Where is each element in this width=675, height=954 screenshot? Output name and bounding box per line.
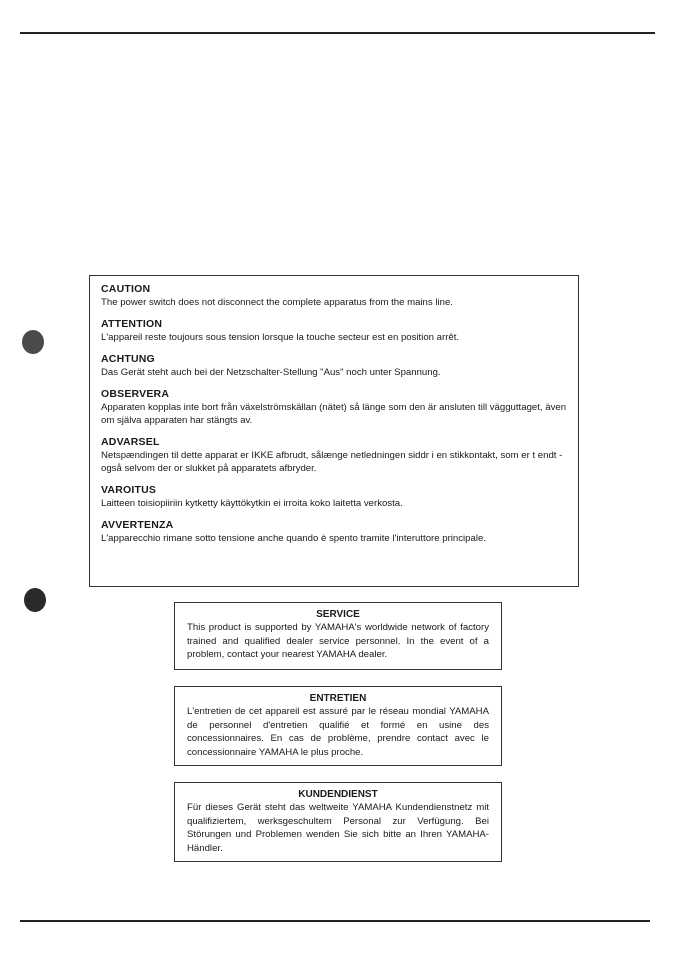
entretien-text: L'entretien de cet appareil est assuré par le réseau mondial YAMAHA de personnel d'entretien qualifié et formé en usine des concessionnaires. En cas de problème, prendre contact avec le concessionnaire YAMAHA le plus proche. [187,706,489,758]
warning-text: The power switch does not disconnect the complete apparatus from the mains line. [101,297,453,308]
power-switch-warning-box [89,275,579,587]
warning-heading: AVVERTENZA [101,519,174,531]
warning-text: Netspændingen til dette apparat er IKKE afbrudt, sålænge netledningen siddr i en stikkontakt, som er t endt - også selvom der or slukket på apparatets afbryder. [101,450,563,474]
service-box [174,602,502,670]
warning-sv [101,388,568,427]
warning-heading: ATTENTION [101,318,163,330]
binder-hole-mark [24,588,46,612]
warning-text: L'apparecchio rimane sotto tensione anche quando è spento tramite l'interuttore principale. [101,533,486,544]
service-text: This product is supported by YAMAHA's worldwide network of factory trained and qualified dealer service personnel. In the event of a problem, contact your nearest YAMAHA dealer. [187,622,489,660]
kundendienst-box [174,782,502,862]
warning-heading: CAUTION [101,283,151,295]
top-rule [20,32,655,34]
kundendienst-text: Für dieses Gerät steht das weltweite YAMAHA Kundendienstnetz mit qualifiziertem, werksgeschultem Personal zur Verfügung. Bei Störungen und Problemen wenden Sie sich bitte an Ihren YAMAHA-Händler. [187,802,489,854]
entretien-title: ENTRETIEN [309,693,367,704]
warning-heading: OBSERVERA [101,388,170,400]
warning-heading: ADVARSEL [101,436,160,448]
binder-hole-mark [22,330,44,354]
entretien-box [174,686,502,766]
warning-text: Das Gerät steht auch bei der Netzschalter-Stellung "Aus" noch unter Spannung. [101,367,441,378]
warning-text: Apparaten kopplas inte bort från växelströmskällan (nätet) så länge som den är ansluten till vägguttaget, även om själva apparaten har stängts av. [101,402,567,426]
bottom-rule [20,920,650,922]
warning-it [101,519,568,545]
warning-heading: VAROITUS [101,484,157,496]
warning-de [101,353,568,379]
kundendienst-title: KUNDENDIENST [298,789,378,800]
warning-en [101,283,568,309]
warning-text: L'appareil reste toujours sous tension lorsque la touche secteur est en position arrêt. [101,332,460,343]
warning-text: Laitteen toisiopiiriin kytketty käyttökytkin ei irroita koko laitetta verkosta. [101,498,403,509]
warning-fi [101,484,568,510]
warning-heading: ACHTUNG [101,353,155,365]
service-title: SERVICE [316,609,360,620]
warning-da [101,436,568,475]
warning-fr [101,318,568,344]
